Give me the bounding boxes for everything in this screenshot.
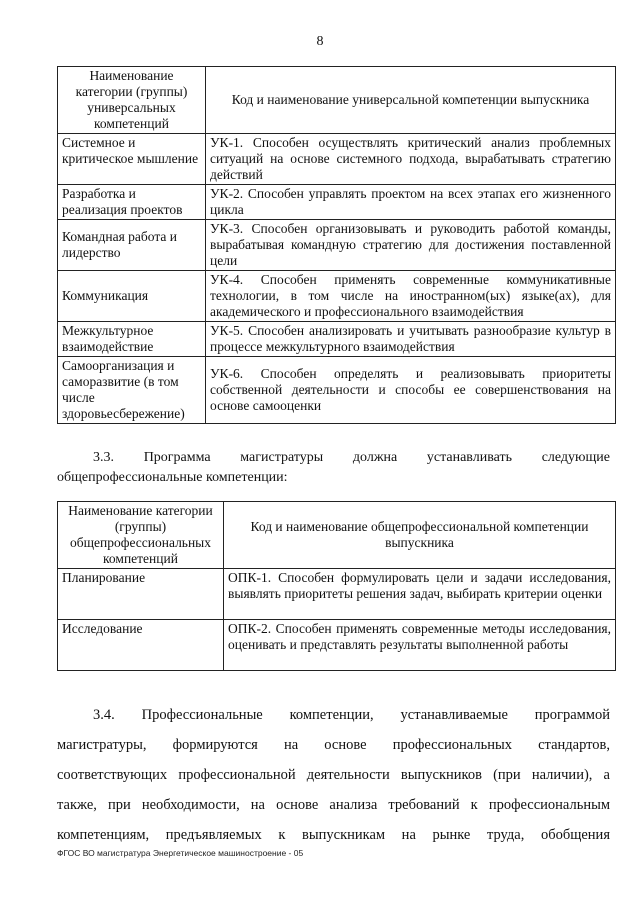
page-number: 8 xyxy=(316,34,324,49)
paragraph-line: также, при необходимости, на основе анализа требований к профессиональным xyxy=(57,797,610,813)
table-row xyxy=(58,185,616,220)
row-category: Исследование xyxy=(58,620,224,671)
general-professional-competencies-table xyxy=(57,501,616,671)
row-category: Межкультурное взаимодействие xyxy=(58,322,206,357)
row-category: Системное и критическое мышление xyxy=(58,134,206,185)
row-category: Командная работа и лидерство xyxy=(58,220,206,271)
paragraph-3-4 xyxy=(57,700,610,850)
row-code: УК-5. Способен анализировать и учитывать разнообразие культур в процессе межкультурного взаимодействия xyxy=(206,322,616,357)
row-code: УК-1. Способен осуществлять критический анализ проблемных ситуаций на основе системного подхода, вырабатывать стратегию действий xyxy=(206,134,616,185)
paragraph-3-3 xyxy=(57,448,610,488)
footer: ФГОС ВО магистратура Энергетическое машиностроение - 05 xyxy=(57,848,304,858)
row-category: Планирование xyxy=(58,569,224,620)
table-row xyxy=(58,134,616,185)
row-code: ОПК-1. Способен формулировать цели и задачи исследования, выявлять приоритеты решения задач, выбирать критерии оценки xyxy=(224,569,616,620)
table-row xyxy=(58,322,616,357)
paragraph-line: магистратуры, формируются на основе профессиональных стандартов, xyxy=(57,737,610,753)
header-code: Код и наименование универсальной компетенции выпускника xyxy=(206,67,616,134)
header-category: Наименование категории (группы) универсальных компетенций xyxy=(58,67,206,134)
paragraph-line: общепрофессиональные компетенции: xyxy=(57,470,288,485)
row-code: ОПК-2. Способен применять современные методы исследования, оценивать и представлять результаты выполненной работы xyxy=(224,620,616,671)
table-row xyxy=(58,569,616,620)
row-code: УК-2. Способен управлять проектом на всех этапах его жизненного цикла xyxy=(206,185,616,220)
row-code: УК-6. Способен определять и реализовывать приоритеты собственной деятельности и способы ее совершенствования на основе самооценки xyxy=(206,357,616,424)
table-row xyxy=(58,357,616,424)
table-row xyxy=(58,271,616,322)
header-category: Наименование категории (группы) общепрофессиональных компетенций xyxy=(58,502,224,569)
table-row xyxy=(58,220,616,271)
paragraph-line: компетенциям, предъявляемых к выпускникам на рынке труда, обобщения xyxy=(57,827,610,843)
row-code: УК-4. Способен применять современные коммуникативные технологии, в том числе на иностранном(ых) языке(ах), для академического и профессионального взаимодействия xyxy=(206,271,616,322)
paragraph-line: 3.4. Профессиональные компетенции, устанавливаемые программой xyxy=(93,707,610,723)
header-code: Код и наименование общепрофессиональной компетенции выпускника xyxy=(224,502,616,569)
row-code: УК-3. Способен организовывать и руководить работой команды, вырабатывая командную стратегию для достижения поставленной цели xyxy=(206,220,616,271)
paragraph-line: 3.3. Программа магистратуры должна устанавливать следующие xyxy=(93,450,610,465)
table-row xyxy=(58,620,616,671)
row-category: Коммуникация xyxy=(58,271,206,322)
row-category: Самоорганизация и саморазвитие (в том числе здоровьесбережение) xyxy=(58,357,206,424)
universal-competencies-table xyxy=(57,66,616,424)
paragraph-line: соответствующих профессиональной деятельности выпускников (при наличии), а xyxy=(57,767,610,783)
table-header-row xyxy=(58,67,616,134)
row-category: Разработка и реализация проектов xyxy=(58,185,206,220)
table-header-row xyxy=(58,502,616,569)
